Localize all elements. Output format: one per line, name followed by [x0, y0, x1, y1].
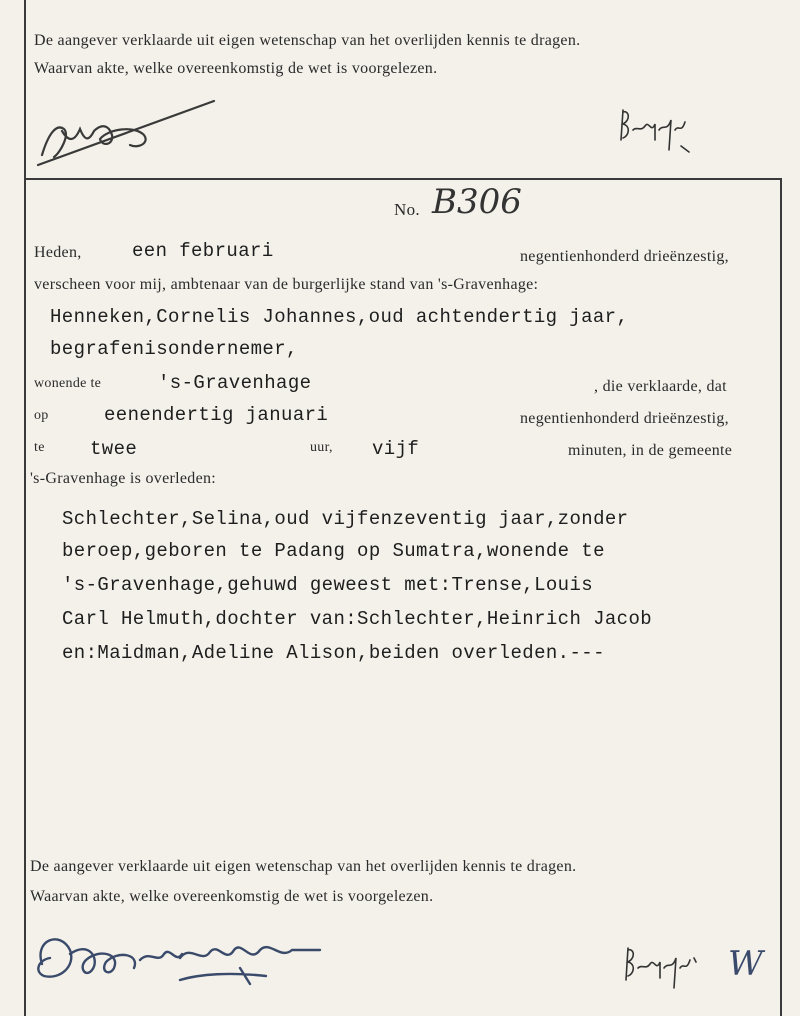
top-statement-line1: De aangever verklaarde uit eigen wetenschap van het overlijden kennis te dragen. — [34, 32, 581, 49]
deceased-line4: Carl Helmuth,dochter van:Schlechter,Heinrich Jacob — [62, 608, 653, 630]
deceased-line1: Schlechter,Selina,oud vijfenzeventig jaar,zonder — [62, 508, 629, 530]
op-label: op — [34, 408, 49, 423]
section-divider — [24, 178, 782, 180]
heden-label: Heden, — [34, 244, 82, 261]
left-margin-rule — [24, 0, 26, 1016]
record-number-label: No. — [394, 200, 420, 219]
op-date: eenendertig januari — [104, 404, 329, 426]
margin-mark: W — [728, 944, 763, 984]
top-left-signature — [34, 95, 224, 175]
minuten-text: minuten, in de gemeente — [568, 442, 733, 459]
bottom-statement-line2: Waarvan akte, welke overeenkomstig de wet is voorgelezen. — [30, 888, 434, 905]
deceased-line3: 's-Gravenhage,gehuwd geweest met:Trense,Louis — [62, 574, 594, 596]
place-text: 's-Gravenhage is overleden: — [30, 470, 217, 487]
bottom-right-signature — [620, 938, 700, 998]
uur-label: uur, — [310, 440, 333, 455]
top-statement-line2: Waarvan akte, welke overeenkomstig de wet is voorgelezen. — [34, 60, 438, 77]
declarant-line1: Henneken,Cornelis Johannes,oud achtendertig jaar, — [50, 306, 629, 328]
wonende-label: wonende te — [34, 376, 102, 391]
bottom-statement-line1: De aangever verklaarde uit eigen wetenschap van het overlijden kennis te dragen. — [30, 858, 577, 875]
record-number-value: B306 — [432, 182, 522, 222]
heden-date: een februari — [132, 240, 274, 262]
wonende-value: 's-Gravenhage — [158, 372, 312, 394]
top-right-signature — [615, 100, 695, 160]
appeared-text: verscheen voor mij, ambtenaar van de burgerlijke stand van 's-Gravenhage: — [34, 276, 539, 293]
te-label: te — [34, 440, 45, 455]
bottom-left-signature — [30, 920, 330, 1000]
verklaarde-text: , die verklaarde, dat — [594, 378, 727, 395]
year-text-1: negentienhonderd drieënzestig, — [520, 248, 729, 265]
hour-value: twee — [90, 438, 138, 460]
deceased-line2: beroep,geboren te Padang op Sumatra,wonende te — [62, 540, 605, 562]
minutes-value: vijf — [372, 438, 420, 460]
right-margin-rule — [780, 180, 782, 1016]
declarant-line2: begrafenisondernemer, — [50, 338, 298, 360]
deceased-line5: en:Maidman,Adeline Alison,beiden overleden.--- — [62, 642, 605, 664]
year-text-2: negentienhonderd drieënzestig, — [520, 410, 729, 427]
